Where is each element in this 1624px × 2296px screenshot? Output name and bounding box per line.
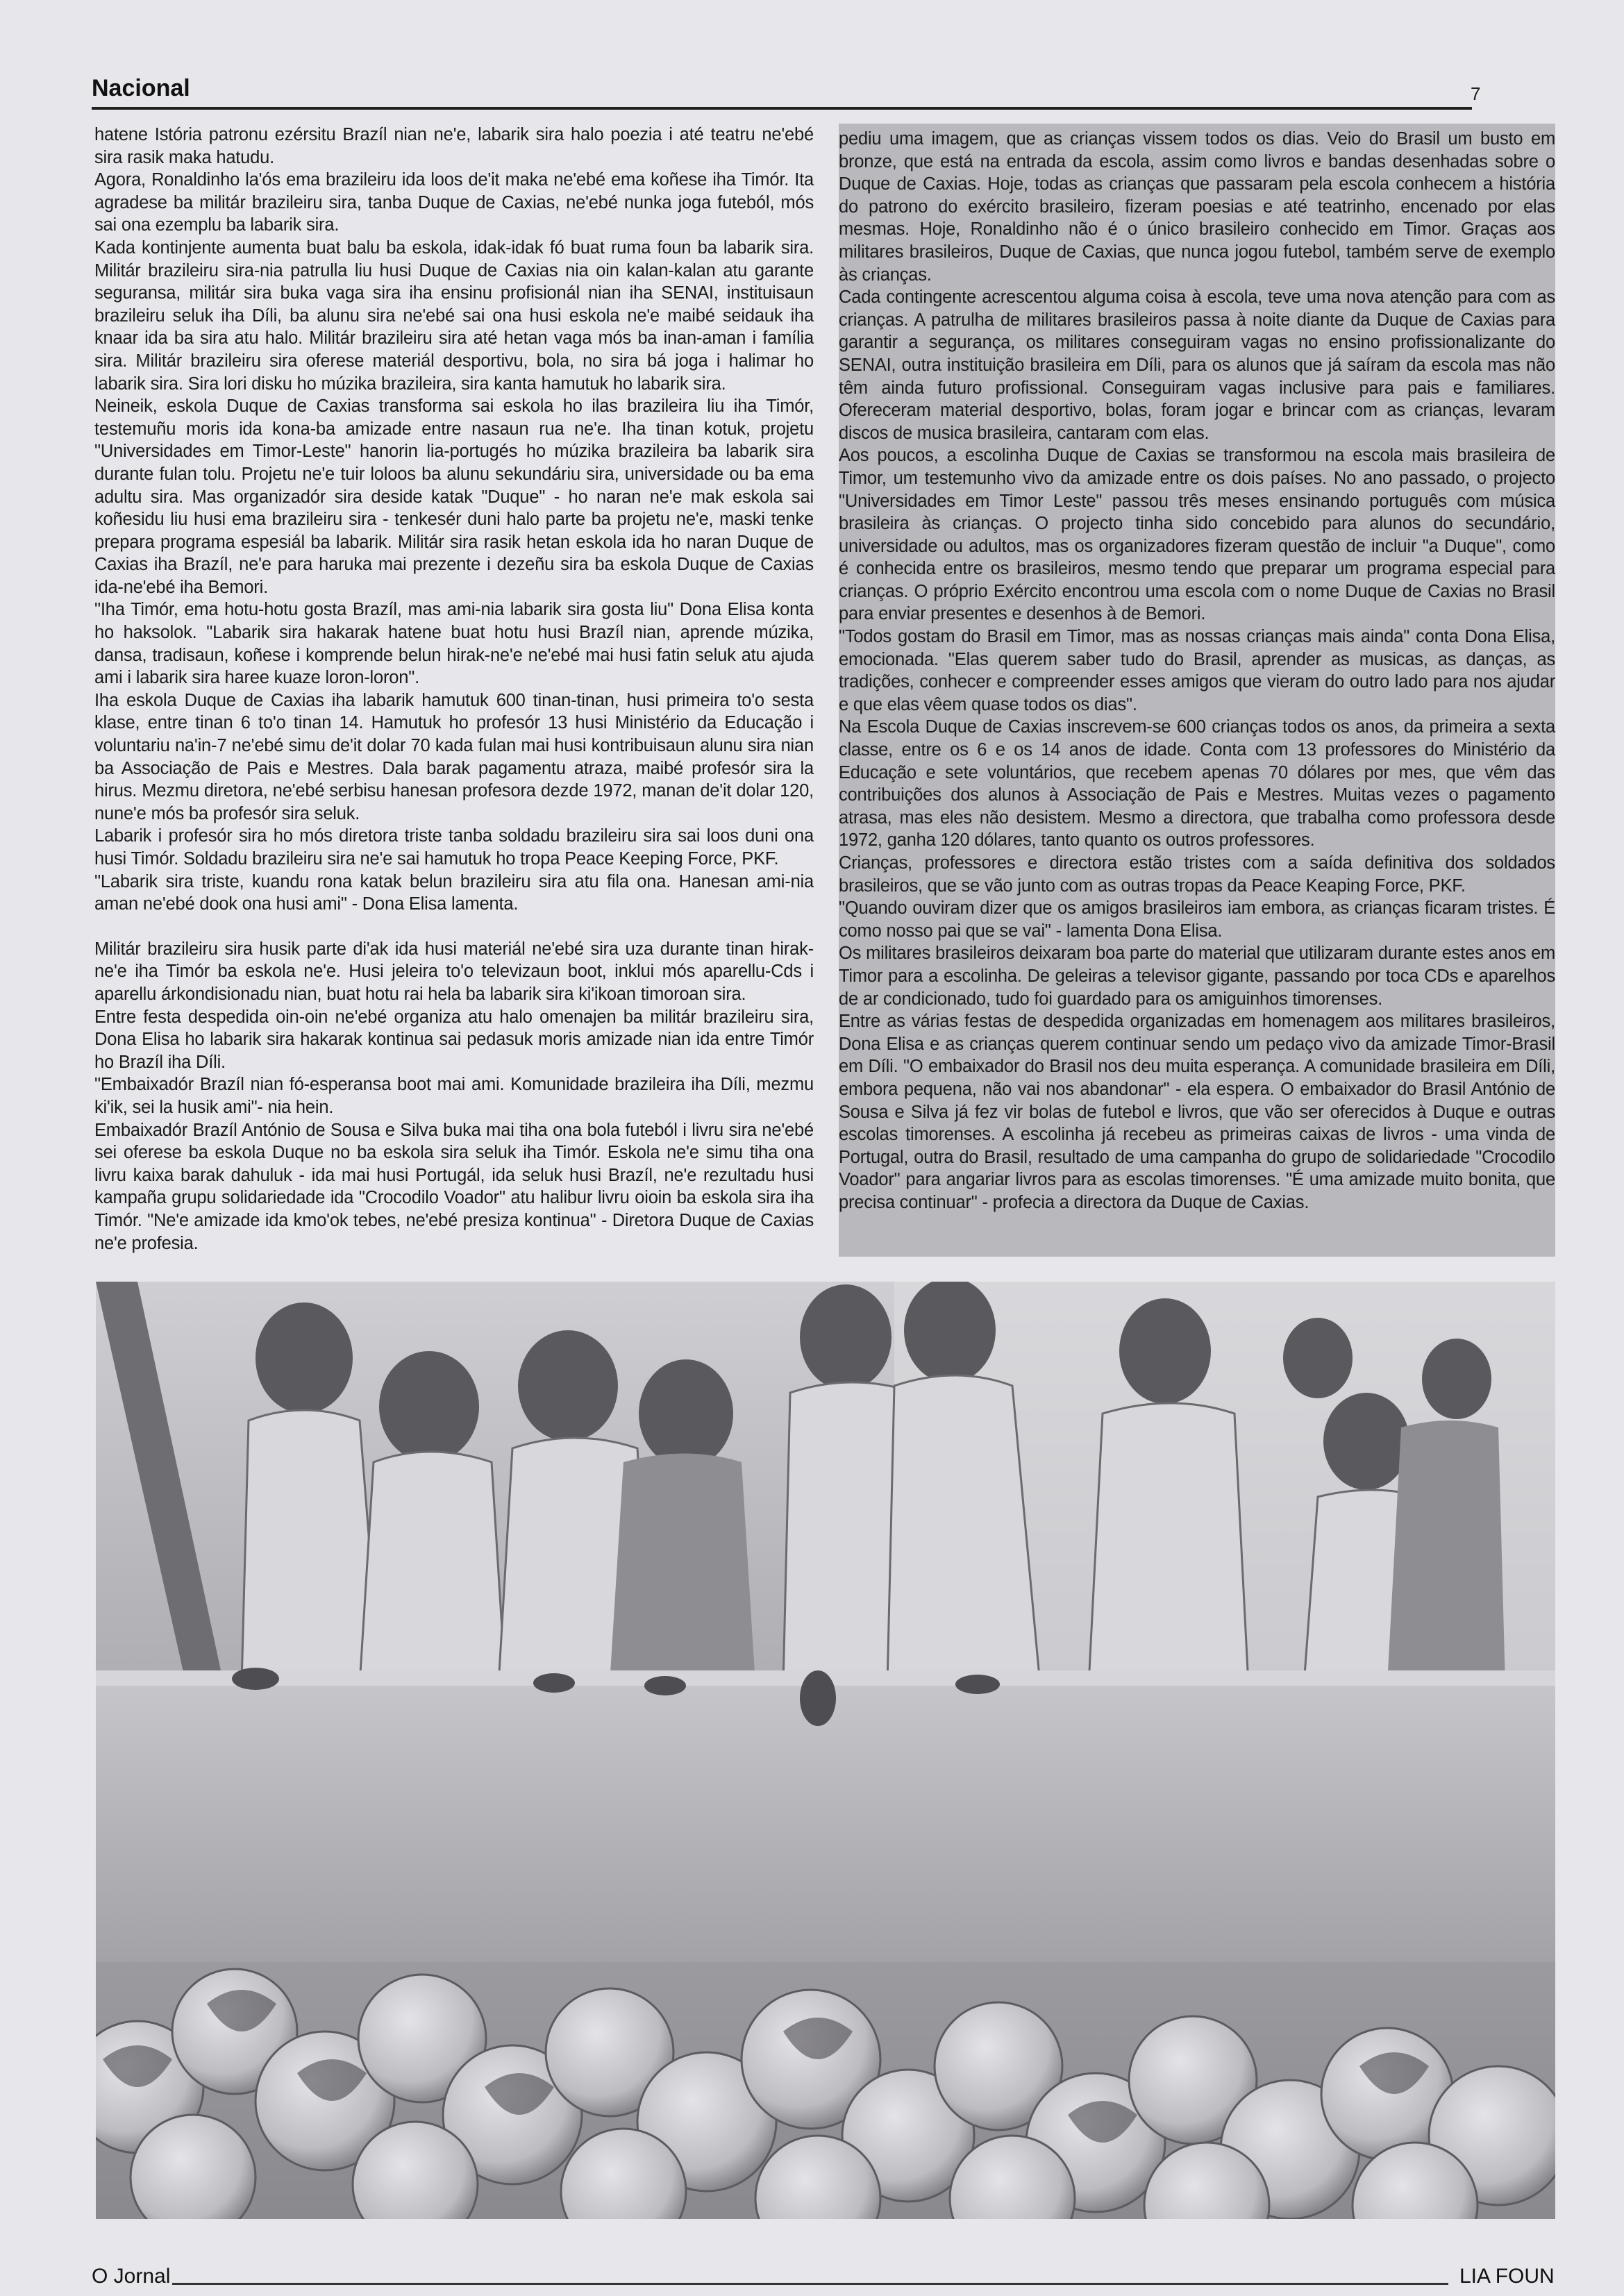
- paragraph: Iha eskola Duque de Caxias iha labarik hamutuk 600 tinan-tinan, husi primeira to'o sesta klase, entre tinan 6 to'o tinan 14. Hamutuk ho profesór 13 husi Ministério da Educação i voluntariu na'in-7 ne'ebé simu de'it dolar 70 kada fulan mai husi kontribuisaun alunu sira nian ba Associação de Pais e Mestres. Dala barak pagamentu atraza, maibé profesór sira la hirus. Mezmu diretora, ne'ebé serbisu hanesan profesora dezde 1972, manan de'it dolar 120, nune'e mós ba profesór sira seluk.: [94, 690, 814, 823]
- paragraph: Militár brazileiru sira husik parte di'ak ida husi materiál ne'ebé sira uza durante tinan hirak-ne'e iha Timór ba eskola ne'e. Husi jeleira to'o televizaun boot, inklui mós aparellu-Cds i aparellu árkondisionadu nian, buat hotu rai hela ba labarik sira ki'ikoan timoroan sira.: [94, 939, 814, 1004]
- paragraph: Embaixadór Brazíl António de Sousa e Silva buka mai tiha ona bola futeból i livru sira ne'ebé sei oferese ba eskola Duque no ba eskola sira seluk iha Timór. Eskola ne'e simu tiha ona livru kaixa barak dahuluk - ida mai husi Portugál, ida seluk husi Brazíl, ne'e rezultadu husi kampaña grupu solidariedade ida "Crocodilo Voador" atu halibur livru oioin ba eskola sira iha Timór. "Ne'e amizade ida kmo'ok tebes, ne'ebé presiza kontinua" - Diretora Duque de Caxias ne'e profesia.: [94, 1120, 814, 1253]
- paragraph: Kada kontinjente aumenta buat balu ba eskola, idak-idak fó buat ruma foun ba labarik sira. Militár brazileiru sira-nia patrulla liu husi Duque de Caxias nia oin kalan-kalan atu garante seguransa, militár sira buka vaga sira iha ensinu profisionál nian iha SENAI, instituisaun brazileiru seluk iha Díli, ba alunu sira ne'ebé sai ona husi eskola ne'e maibé seidauk iha knaar ida ba sira atu halo. Militár brazileiru sira até hetan vaga mós ba inan-aman i família sira. Militár brazileiru sira oferese materiál desportivu, bola, no sira bá joga i halimar ho labarik sira. Sira lori disku ho múzika brazileira, sira kanta hamutuk ho labarik sira.: [94, 237, 814, 394]
- footer-publication: O Jornal: [92, 2265, 171, 2288]
- footer-section: LIA FOUN: [1459, 2265, 1555, 2288]
- portuguese-column: [839, 124, 1555, 1257]
- paragraph: Agora, Ronaldinho la'ós ema brazileiru ida loos de'it maka ne'ebé ema koñese iha Timór. Ita agradese ba militár brazileiru sira, tanba Duque de Caxias, ne'ebé nunka joga futeból, mós sai ona ezemplu ba labarik sira.: [94, 170, 814, 235]
- paragraph: Entre festa despedida oin-oin ne'ebé organiza atu halo omenajen ba militár brazileiru sira, Dona Elisa ho labarik sira hakarak kontinua sai pedasuk moris amizade nian ida entre Timór ho Brazíl iha Díli.: [94, 1007, 814, 1072]
- paragraph: Os militares brasileiros deixaram boa parte do material que utilizaram durante estes anos em Timor para a escolinha. De geleiras a televisor gigante, passando por toca CDs e aparelhos de ar condicionado, tudo foi guardado para os amiguinhos timorenses.: [839, 944, 1555, 1009]
- tetum-column: [94, 124, 814, 1255]
- paragraph: "Labarik sira triste, kuandu rona katak belun brazileiru sira atu fila ona. Hanesan ami-nia aman ne'ebé dook ona husi ami" - Dona Elisa lamenta.: [94, 871, 814, 914]
- paragraph: Aos poucos, a escolinha Duque de Caxias se transformou na escola mais brasileira de Timor, um testemunho vivo da amizade entre os dois países. No ano passado, o projecto "Universidades em Timor Leste" passou três meses ensinando português com música brasileira às crianças. O projecto tinha sido concebido para alunos do secundário, universidade ou adultos, mas os organizadores fizeram questão de incluir "a Duque", como é conhecida entre os brasileiros, mesmo tendo que preparar um programa especial para crianças. O próprio Exército encontrou uma escola com o nome Duque de Caxias no Brasil para enviar presentes e desenhos à de Bemori.: [839, 446, 1555, 624]
- paragraph: Neineik, eskola Duque de Caxias transforma sai eskola ho ilas brazileira liu iha Timór, testemuñu moris ida kona-ba amizade entre nasaun rua ne'e. Iha tinan kotuk, projetu "Universidades em Timor-Leste" hanorin lia-portugés ho múzika brazileira ba labarik sira durante fulan tolu. Projetu ne'e tuir loloos ba alunu sekundáriu sira, universidade ou ba ema adultu sira. Mas organizadór sira deside katak "Duque" - ho naran ne'e mak eskola sai koñesidu liu husi ema brazileiru sira - tenkesér duni halo parte ba projetu ne'e, maski tenke prepara programa espesiál ba labarik. Militár sira rasik hetan eskola ida ho naran Duque de Caxias iha Brazíl, ne'e para haruka mai prezente i dezeñu sira ba eskola Duque de Caxias ida-ne'ebé iha Bemori.: [94, 396, 814, 597]
- photo-illustration: [96, 1282, 1555, 2219]
- header-rule: [92, 107, 1472, 110]
- paragraph: hatene Istória patronu ezérsitu Brazíl nian ne'e, labarik sira halo poezia i até teatru ne'ebé sira rasik maka hatudu.: [94, 125, 814, 167]
- paragraph: Entre as várias festas de despedida organizadas em homenagem aos militares brasileiros, Dona Elisa e as crianças querem continuar sendo um pedaço vivo da amizade Timor-Brasil em Díli. "O embaixador do Brasil nos deu muita esperança. A comunidade brasileira em Díli, embora pequena, não vai nos abandonar" - ela espera. O embaixador do Brasil António de Sousa e Silva já fez vir bolas de futebol e livros, que vão ser oferecidos à Duque e outras escolas timorenses. A escolinha já recebeu as primeiras caixas de livros - uma vinda de Portugal, outra do Brasil, resultado de uma campanha do grupo de solidariedade "Crocodilo Voador" para angariar livros para as escolas timorenses. "É uma amizade muito bonita, que precisa continuar" - profecia a directora da Duque de Caxias.: [839, 1012, 1555, 1212]
- paragraph: Cada contingente acrescentou alguma coisa à escola, teve uma nova atenção para com as crianças. A patrulha de militares brasileiros passa à noite diante da Duque de Caxias para garantir a segurança, os militares conseguiram vagas no ensino profissionalizante do SENAI, outra instituição brasileira em Díli, para os alunos que já saíram da escola mas não têm ainda futuro profissional. Conseguiram vagas inclusive para pais e familiares. Ofereceram material desportivo, bolas, foram jogar e brincar com as crianças, levaram discos de musica brasileira, cantaram com elas.: [839, 287, 1555, 443]
- footer-rule: [172, 2283, 1448, 2285]
- page-number: 7: [1471, 83, 1481, 104]
- paragraph: "Iha Timór, ema hotu-hotu gosta Brazíl, mas ami-nia labarik sira gosta liu" Dona Elisa konta ho haksolok. "Labarik sira hakarak hatene buat hotu husi Brazíl nian, aprende múzika, dansa, tradisaun, koñese i komprende belun hirak-ne'e ne'ebé mai husi fatin seluk atu ajuda ami i labarik sira haree kuaze loron-loron".: [94, 600, 814, 688]
- paragraph: "Quando ouviram dizer que os amigos brasileiros iam embora, as crianças ficaram tristes. É como nosso pai que se vai" - lamenta Dona Elisa.: [839, 898, 1555, 941]
- paragraph: "Embaixadór Brazíl nian fó-esperansa boot mai ami. Komunidade brazileira iha Díli, mezmu ki'ik, sei la husik ami"- nia hein.: [94, 1075, 814, 1117]
- paragraph: Labarik i profesór sira ho mós diretora triste tanba soldadu brazileiru sira sai loos duni ona husi Timór. Soldadu brazileiru sira ne'e sai hamutuk ho tropa Peace Keeping Force, PKF.: [94, 826, 814, 869]
- children-photo: [96, 1282, 1555, 2219]
- paragraph: Na Escola Duque de Caxias inscrevem-se 600 crianças todos os anos, da primeira a sexta classe, entre os 6 e os 14 anos de idade. Conta com 13 professores do Ministério da Educação e sete voluntários, que recebem apenas 70 dólares por mes, que vêm das contribuições dos alunos à Associação de Pais e Mestres. Muitas vezes o pagamento atrasa, mas eles não desistem. Mesmo a directora, que trabalha como professora desde 1972, ganha 120 dólares, tanto quanto os outros professores.: [839, 717, 1555, 850]
- section-title: Nacional: [92, 75, 190, 101]
- paragraph: pediu uma imagem, que as crianças vissem todos os dias. Veio do Brasil um busto em bronze, que está na entrada da escola, assim como livros e bandas desenhadas sobre o Duque de Caxias. Hoje, todas as crianças que passaram pela escola conhecem a história do patrono do exército brasileiro, fizeram poesias e até teatrinho, encenado por elas mesmas. Hoje, Ronaldinho não é o único brasileiro conhecido em Timor. Graças aos militares brasileiros, Duque de Caxias, que nunca jogou futebol, também serve de exemplo às crianças.: [839, 129, 1555, 285]
- paragraph: "Todos gostam do Brasil em Timor, mas as nossas crianças mais ainda" conta Dona Elisa, emocionada. "Elas querem saber tudo do Brasil, aprender as musicas, as danças, as tradições, conhecer e compreender esses amigos que vieram do outro lado para nos ajudar e que elas vêem quase todos os dias".: [839, 627, 1555, 714]
- paragraph: Crianças, professores e directora estão tristes com a saída definitiva dos soldados brasileiros, que se vão junto com as outras tropas da Peace Keaping Force, PKF.: [839, 853, 1555, 896]
- paragraph-gap: [94, 916, 814, 938]
